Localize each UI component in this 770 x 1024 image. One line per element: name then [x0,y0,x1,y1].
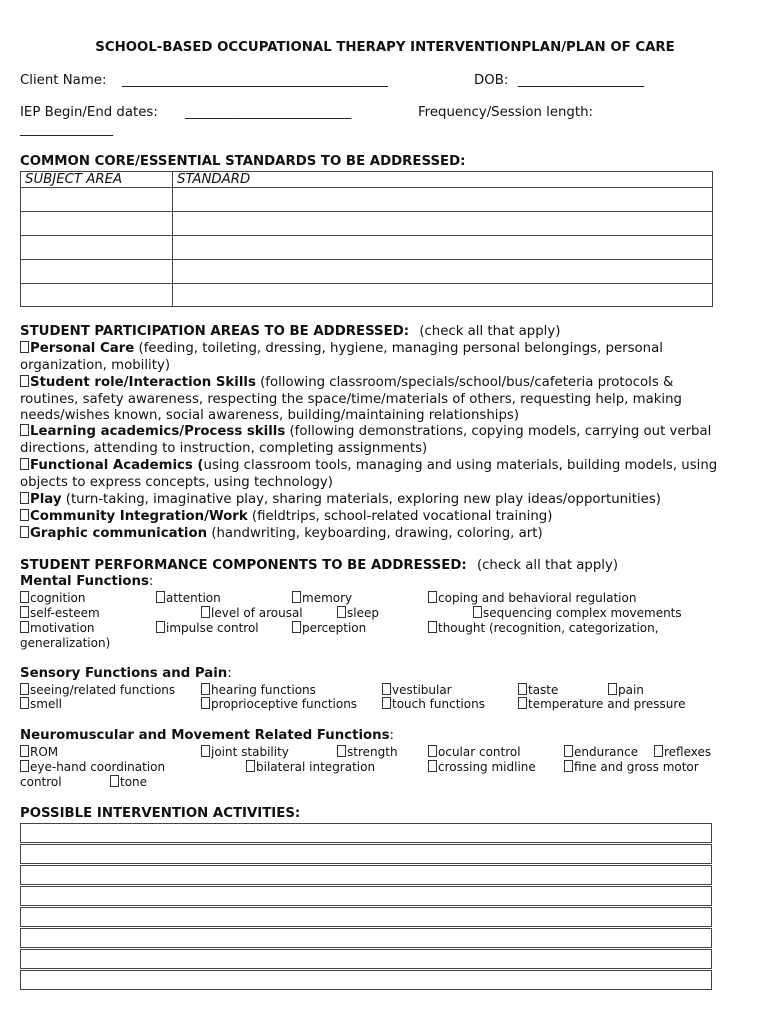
dob-label: DOB: [474,73,509,88]
neuro-item[interactable]: ROM [20,745,58,759]
participation-play: Play (turn-taking, imaginative play, sharing materials, exploring new play ideas/opportunities) [20,492,720,509]
sensory-item[interactable]: touch functions [382,697,485,711]
sensory-item[interactable]: taste [518,683,558,697]
participation-graphic: Graphic communication (handwriting, keyboarding, drawing, coloring, art) [20,526,720,543]
standard-header: STANDARD [173,172,713,188]
intervention-line[interactable] [20,907,712,927]
mental-item[interactable]: impulse control [156,621,259,635]
participation-note: (check all that apply) [419,324,561,339]
subject-cell[interactable] [21,212,173,236]
standard-cell[interactable] [173,284,713,307]
mental-item[interactable]: perception [292,621,366,635]
sensory-item[interactable]: seeing/related functions [20,683,175,697]
mental-item-continued: generalization) [20,636,111,650]
subject-cell[interactable] [21,284,173,307]
participation-functional-academics: Functional Academics (using classroom tools, managing and using materials, building models, using objects to express concepts, using technology) [20,458,718,490]
mental-item[interactable]: coping and behavioral regulation [428,591,636,605]
participation-heading-row [20,324,560,339]
intervention-line[interactable] [20,970,712,990]
frequency-field[interactable]: ______________ [20,122,114,137]
checkbox[interactable] [20,458,29,470]
checkbox[interactable] [20,526,29,538]
subject-cell[interactable] [21,260,173,284]
standard-cell[interactable] [173,236,713,260]
mental-item[interactable]: memory [292,591,352,605]
dob-field[interactable]: ___________________ [518,73,645,88]
mental-item[interactable]: self-esteem [20,606,100,620]
sensory-item[interactable]: proprioceptive functions [201,697,357,711]
mental-item[interactable]: level of arousal [201,606,303,620]
participation-community: Community Integration/Work (fieldtrips, school-related vocational training) [20,509,720,526]
performance-heading: STUDENT PERFORMANCE COMPONENTS TO BE ADDRESSED: [20,558,467,573]
standards-heading: COMMON CORE/ESSENTIAL STANDARDS TO BE ADDRESSED: [20,154,466,169]
neuro-item[interactable]: endurance [564,745,638,759]
sensory-item[interactable]: smell [20,697,62,711]
checkbox[interactable] [20,341,29,353]
neuro-item[interactable]: reflexes [654,745,711,759]
sensory-item[interactable]: pain [608,683,644,697]
client-name-label: Client Name: [20,73,107,88]
client-name-field[interactable]: ________________________________________ [122,73,388,88]
subject-cell[interactable] [21,188,173,212]
neuro-item[interactable]: eye-hand coordination [20,760,165,774]
intervention-line[interactable] [20,928,712,948]
neuro-item[interactable]: tone [110,775,147,789]
mental-item[interactable]: attention [156,591,221,605]
intervention-line[interactable] [20,823,712,843]
participation-student-role: Student role/Interaction Skills (following classroom/specials/school/bus/cafeteria protocols & routines, safety awareness, respecting the space/time/materials of others, requesting help, making needs/wishes known, social awareness, building/maintaining relationships) [20,375,682,423]
mental-item[interactable]: sleep [337,606,379,620]
iep-dates-field[interactable]: _________________________ [185,105,352,120]
performance-note: (check all that apply) [476,558,619,573]
intervention-line[interactable] [20,844,712,864]
neuro-item[interactable]: ocular control [428,745,521,759]
neuro-item[interactable]: bilateral integration [246,760,375,774]
mental-item[interactable]: thought (recognition, categorization, [428,621,659,635]
participation-learning-academics: Learning academics/Process skills (following demonstrations, copying models, carrying out verbal directions, attending to instruction, completing assignments) [20,424,712,456]
mental-item[interactable]: sequencing complex movements [473,606,682,620]
sensory-functions-label: Sensory Functions and Pain: [20,666,232,681]
iep-dates-label: IEP Begin/End dates: [20,105,158,120]
mental-functions-label: Mental Functions: [20,574,154,589]
mental-item[interactable]: motivation [20,621,95,635]
checkbox[interactable] [20,375,29,387]
interventions-heading: POSSIBLE INTERVENTION ACTIVITIES: [20,806,301,821]
neuro-functions-label: Neuromuscular and Movement Related Functions: [20,728,395,743]
neuro-item[interactable]: strength [337,745,398,759]
sensory-item[interactable]: temperature and pressure [518,697,685,711]
neuro-item-continued: control [20,775,62,789]
sensory-item[interactable]: hearing functions [201,683,316,697]
standards-table [20,171,713,307]
standard-cell[interactable] [173,212,713,236]
neuro-item[interactable]: fine and gross motor [564,760,699,774]
frequency-label: Frequency/Session length: [418,105,593,120]
participation-heading: STUDENT PARTICIPATION AREAS TO BE ADDRESSED: [20,324,410,339]
page-title: SCHOOL-BASED OCCUPATIONAL THERAPY INTERVENTIONPLAN/PLAN OF CARE [95,40,675,55]
sensory-item[interactable]: vestibular [382,683,452,697]
checkbox[interactable] [20,492,29,504]
intervention-line[interactable] [20,865,712,885]
checkbox[interactable] [20,424,29,436]
participation-personal-care: Personal Care (feeding, toileting, dressing, hygiene, managing personal belongings, personal organization, mobility) [20,341,663,373]
checkbox[interactable] [20,509,29,521]
subject-area-header: SUBJECT AREA [21,172,173,188]
neuro-item[interactable]: joint stability [201,745,289,759]
subject-cell[interactable] [21,236,173,260]
mental-item[interactable]: cognition [20,591,85,605]
performance-heading-row [20,558,618,573]
neuro-item[interactable]: crossing midline [428,760,536,774]
standard-cell[interactable] [173,260,713,284]
intervention-line[interactable] [20,886,712,906]
standard-cell[interactable] [173,188,713,212]
intervention-line[interactable] [20,949,712,969]
